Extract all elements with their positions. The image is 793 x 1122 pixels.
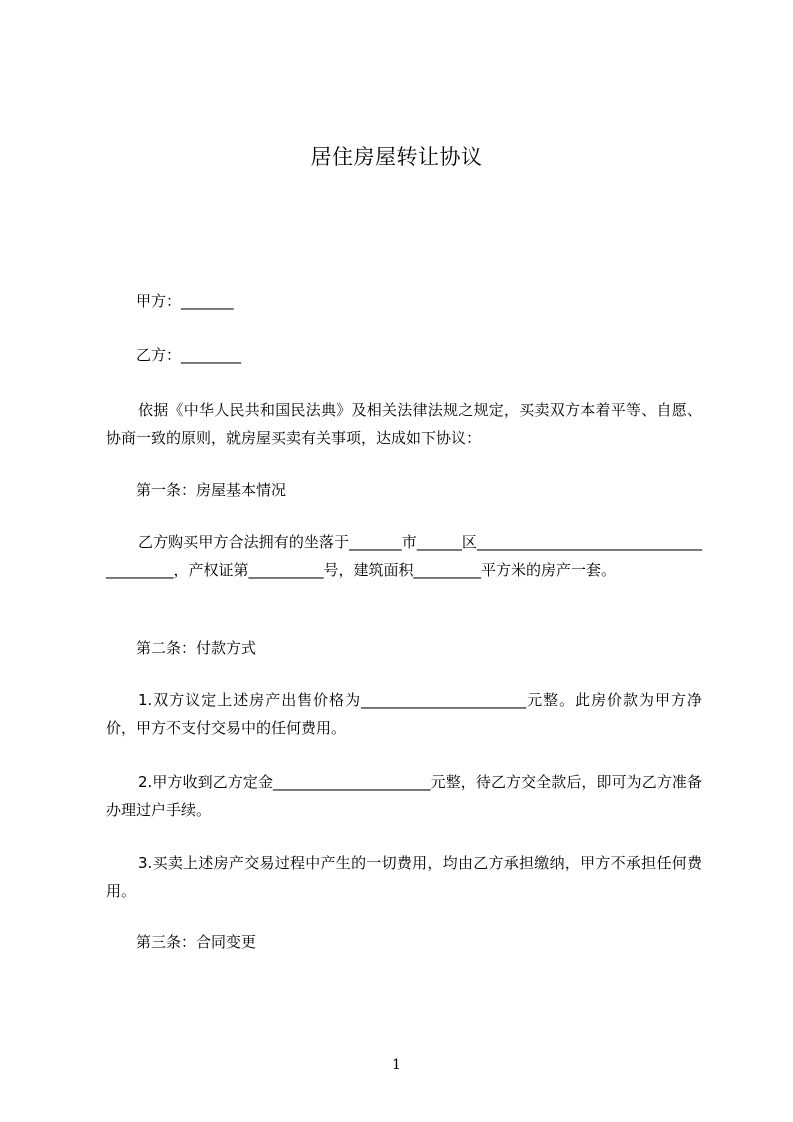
article-1-text: 乙方购买甲方合法拥有的坐落于_______市______区_______________________________________，产权证第__________号，建筑面积_________平方米的房产一套。 bbox=[106, 533, 702, 579]
page-number: 1 bbox=[392, 1057, 401, 1073]
article-1-heading: 第一条：房屋基本情况 bbox=[136, 481, 287, 499]
article-3-heading: 第三条：合同变更 bbox=[136, 933, 257, 951]
article-2-heading: 第二条：付款方式 bbox=[136, 639, 257, 657]
party-b-line: 乙方：________ bbox=[136, 346, 242, 364]
party-a-line: 甲方：_______ bbox=[136, 292, 234, 310]
article-2-item-3: 3.买卖上述房产交易过程中产生的一切费用，均由乙方承担缴纳，甲方不承担任何费用。 bbox=[106, 854, 702, 900]
intro-paragraph: 依据《中华人民共和国民法典》及相关法律法规之规定，买卖双方本着平等、自愿、协商一致的原则，就房屋买卖有关事项，达成如下协议： bbox=[106, 401, 702, 447]
article-2-item-2: 2.甲方收到乙方定金_____________________元整，待乙方交全款后，即可为乙方准备办理过户手续。 bbox=[106, 773, 702, 819]
article-2-item-1: 1.双方议定上述房产出售价格为______________________元整。此房价款为甲方净价，甲方不支付交易中的任何费用。 bbox=[106, 691, 702, 737]
document-title: 居住房屋转让协议 bbox=[310, 145, 483, 169]
